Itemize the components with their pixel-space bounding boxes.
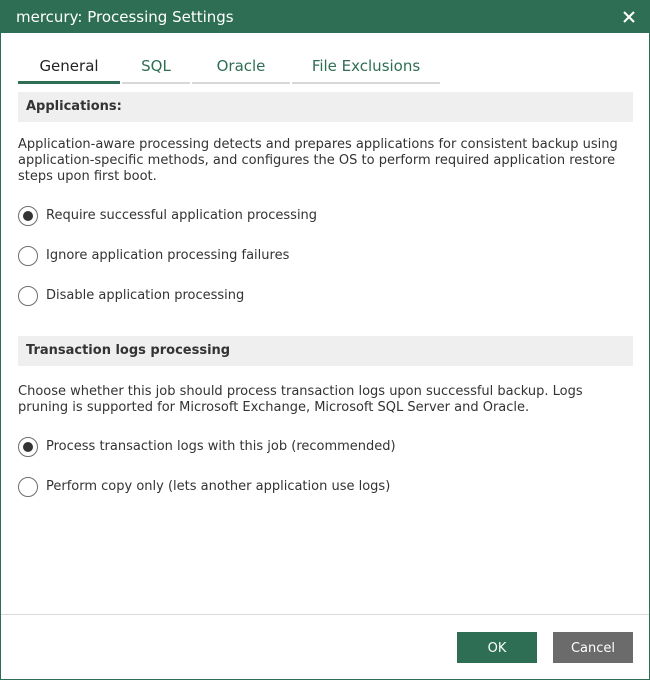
radio-perform-copy-only[interactable]	[18, 477, 398, 499]
tab-general[interactable]: General	[18, 53, 120, 84]
radio-ignore-processing-failures[interactable]	[18, 246, 298, 268]
footer-divider	[1, 614, 649, 615]
title-bar	[1, 1, 649, 33]
radio-require-successful-processing[interactable]	[18, 206, 318, 228]
radio-button[interactable]	[18, 206, 38, 226]
tab-sql[interactable]: SQL	[122, 53, 190, 84]
radio-process-transaction-logs[interactable]	[18, 437, 398, 459]
radio-label: Disable application processing	[46, 288, 245, 303]
radio-selected-dot	[23, 442, 33, 452]
radio-button[interactable]	[18, 286, 38, 306]
transaction-logs-section-header: Transaction logs processing	[18, 336, 633, 366]
applications-description: Application-aware processing detects and prepares applications for consistent backup using application-specific methods, and configures the OS to perform required application restore steps upon first boot.	[18, 137, 618, 184]
radio-selected-dot	[23, 211, 33, 221]
radio-label: Ignore application processing failures	[46, 248, 290, 263]
radio-disable-processing[interactable]	[18, 286, 268, 308]
radio-button[interactable]	[18, 477, 38, 497]
cancel-button[interactable]: Cancel	[553, 632, 633, 663]
transaction-logs-description: Choose whether this job should process transaction logs upon successful backup. Logs pruning is supported for Microsoft Exchange, Microsoft SQL Server and Oracle.	[18, 384, 583, 415]
ok-button[interactable]: OK	[457, 632, 537, 663]
window-title: mercury: Processing Settings	[16, 8, 234, 26]
tab-file-exclusions[interactable]: File Exclusions	[292, 53, 440, 84]
radio-label: Require successful application processing	[46, 208, 318, 223]
applications-section-header: Applications:	[18, 92, 633, 122]
radio-button[interactable]	[18, 437, 38, 457]
radio-label: Perform copy only (lets another application use logs)	[46, 479, 391, 494]
radio-label: Process transaction logs with this job (recommended)	[46, 439, 396, 454]
radio-button[interactable]	[18, 246, 38, 266]
close-icon[interactable]	[619, 7, 639, 27]
tab-oracle[interactable]: Oracle	[192, 53, 290, 84]
